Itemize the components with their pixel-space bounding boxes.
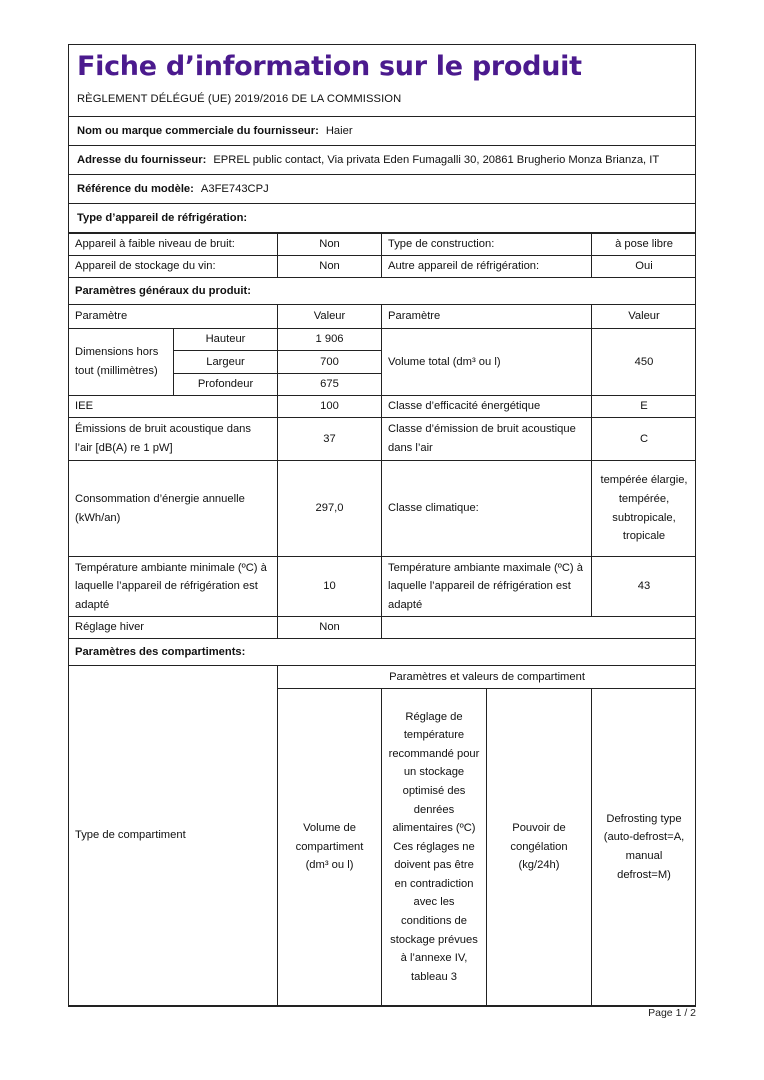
max-ambient-temp-value: 43 (592, 557, 695, 617)
winter-setting-empty (382, 617, 695, 639)
depth-label: Profondeur (174, 374, 278, 396)
appliance-type-table (69, 233, 695, 305)
construction-label: Type de construction: (382, 234, 592, 256)
climate-class-value: tempérée élargie, tempérée, subtropicale, tropicale (592, 461, 695, 557)
appliance-type-title: Type d’appareil de réfrigération: (77, 212, 248, 224)
low-noise-value: Non (278, 234, 382, 256)
col-header-parameter: Paramètre (69, 305, 278, 329)
wine-storage-value: Non (278, 256, 382, 278)
iee-value: 100 (278, 396, 382, 418)
compartment-volume-header: Volume de compartiment (dm³ ou l) (278, 689, 382, 1006)
construction-value: à pose libre (592, 234, 696, 256)
model-reference-label: Référence du modèle: (77, 183, 194, 195)
annual-consumption-label: Consommation d’énergie annuelle (kWh/an) (69, 461, 278, 557)
col-header-value: Valeur (278, 305, 382, 329)
general-parameters-table (69, 304, 695, 666)
height-value: 1 906 (278, 329, 382, 351)
supplier-address-label: Adresse du fournisseur: (77, 154, 207, 166)
col-header-parameter-2: Paramètre (382, 305, 592, 329)
model-reference-row (69, 175, 695, 204)
wine-storage-label: Appareil de stockage du vin: (69, 256, 278, 278)
width-label: Largeur (174, 351, 278, 374)
title-block (69, 45, 695, 117)
regulation-subtitle: RÈGLEMENT DÉLÉGUÉ (UE) 2019/2016 DE LA COMMISSION (77, 93, 402, 105)
energy-class-label: Classe d’efficacité énergétique (382, 396, 592, 418)
noise-class-label: Classe d’émission de bruit acoustique dans l’air (382, 418, 592, 461)
product-information-sheet (68, 44, 696, 1007)
winter-setting-label: Réglage hiver (69, 617, 278, 639)
appliance-type-section (69, 204, 695, 233)
page-title: Fiche d’information sur le produit (77, 51, 582, 82)
other-appliance-label: Autre appareil de réfrigération: (382, 256, 592, 278)
min-ambient-temp-value: 10 (278, 557, 382, 617)
climate-class-label: Classe climatique: (382, 461, 592, 557)
total-volume-label: Volume total (dm³ ou l) (382, 329, 592, 396)
depth-value: 675 (278, 374, 382, 396)
recommended-temperature-header: Réglage de température recommandé pour un stockage optimisé des denrées alimentaires (ºC) Ces réglages ne doivent pas être en contradiction avec les conditions de stockage prévues à l’annexe IV, tableau 3 (382, 689, 487, 1006)
freezing-capacity-header: Pouvoir de congélation (kg/24h) (487, 689, 592, 1006)
general-parameters-title: Paramètres généraux du produit: (69, 278, 695, 305)
defrosting-type-header: Defrosting type (auto-defrost=A, manual defrost=M) (592, 689, 696, 1006)
min-ambient-temp-label: Température ambiante minimale (ºC) à laquelle l’appareil de réfrigération est adapté (69, 557, 278, 617)
supplier-name-row (69, 117, 695, 146)
compartment-parameters-table (69, 665, 695, 1006)
noise-class-value: C (592, 418, 695, 461)
supplier-name-value: Haier (325, 125, 353, 137)
low-noise-label: Appareil à faible niveau de bruit: (69, 234, 278, 256)
page-number: Page 1 / 2 (648, 1007, 696, 1019)
other-appliance-value: Oui (592, 256, 696, 278)
model-reference-value: A3FE743CPJ (200, 183, 269, 195)
width-value: 700 (278, 351, 382, 374)
winter-setting-value: Non (278, 617, 382, 639)
annual-consumption-value: 297,0 (278, 461, 382, 557)
max-ambient-temp-label: Température ambiante maximale (ºC) à laquelle l’appareil de réfrigération est adapté (382, 557, 592, 617)
supplier-address-value: EPREL public contact, Via privata Eden Fumagalli 30, 20861 Brugherio Monza Brianza, IT (213, 154, 660, 166)
compartment-parameters-title: Paramètres des compartiments: (69, 639, 695, 666)
col-header-value-2: Valeur (592, 305, 695, 329)
dimensions-label: Dimensions hors tout (millimètres) (69, 329, 174, 396)
compartment-type-label: Type de compartiment (69, 666, 278, 1006)
supplier-address-row (69, 146, 695, 175)
noise-emission-label: Émissions de bruit acoustique dans l’air [dB(A) re 1 pW] (69, 418, 278, 461)
energy-class-value: E (592, 396, 695, 418)
compartment-group-header: Paramètres et valeurs de compartiment (278, 666, 696, 689)
noise-emission-value: 37 (278, 418, 382, 461)
supplier-name-label: Nom ou marque commerciale du fournisseur: (77, 125, 319, 137)
total-volume-value: 450 (592, 329, 695, 396)
height-label: Hauteur (174, 329, 278, 351)
iee-label: IEE (69, 396, 278, 418)
